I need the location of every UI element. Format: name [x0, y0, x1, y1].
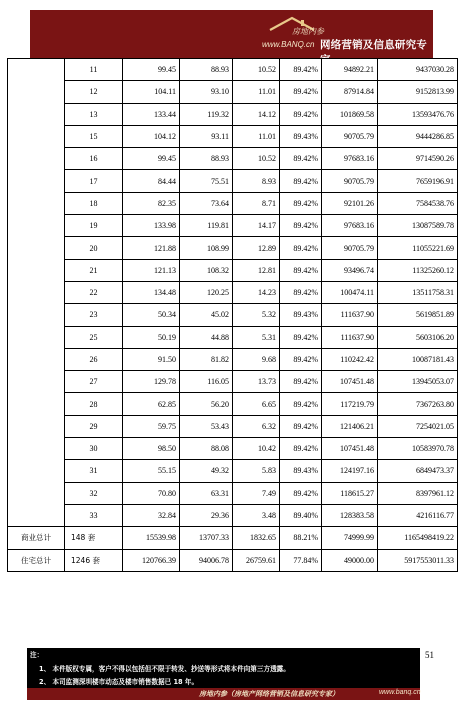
ratio-cell: 89.42% [280, 371, 322, 393]
total-price-cell: 7254021.05 [378, 415, 458, 437]
unit-number-cell: 18 [65, 192, 123, 214]
table-row [8, 482, 458, 504]
unit-price-cell: 107451.48 [322, 438, 378, 460]
summary-label-cell: 商业总计 [8, 527, 65, 549]
note-item: 1、 本件版权专属，客户不得以包括但不限于转发、抄送等形式将本件向第三方透露。 [39, 665, 290, 673]
unit-number-cell: 19 [65, 215, 123, 237]
inner-area-cell: 45.02 [180, 304, 233, 326]
building-area-cell: 133.98 [123, 215, 180, 237]
inner-area-cell: 44.88 [180, 326, 233, 348]
unit-number-cell: 17 [65, 170, 123, 192]
table-row [8, 393, 458, 415]
unit-price-cell: 107451.48 [322, 371, 378, 393]
unit-number-cell: 13 [65, 103, 123, 125]
total-price-cell: 10087181.43 [378, 348, 458, 370]
table-row [8, 438, 458, 460]
building-area-cell: 121.88 [123, 237, 180, 259]
table-row [8, 125, 458, 147]
unit-number-cell: 12 [65, 81, 123, 103]
inner-area-cell: 116.05 [180, 371, 233, 393]
unit-price-cell: 110242.42 [322, 348, 378, 370]
table-body [8, 59, 458, 572]
unit-number-cell: 20 [65, 237, 123, 259]
building-area-cell: 133.44 [123, 103, 180, 125]
inner-area-cell: 88.08 [180, 438, 233, 460]
table-row [8, 326, 458, 348]
ratio-cell: 89.42% [280, 281, 322, 303]
total-price-cell: 13511758.31 [378, 281, 458, 303]
total-price-cell: 9714590.26 [378, 148, 458, 170]
shared-area-cell: 11.01 [233, 81, 280, 103]
ratio-cell: 89.42% [280, 393, 322, 415]
table-row [8, 81, 458, 103]
ratio-cell: 89.42% [280, 326, 322, 348]
table-row [8, 504, 458, 526]
unit-price-cell: 93496.74 [322, 259, 378, 281]
note-item: 2、 本司监测深圳楼市动态及楼市销售数据已 18 年。 [39, 678, 199, 686]
inner-area-cell: 93.10 [180, 81, 233, 103]
total-price-cell: 13087589.78 [378, 215, 458, 237]
unit-number-cell: 27 [65, 371, 123, 393]
total-price-cell: 5619851.89 [378, 304, 458, 326]
unit-price-cell: 121406.21 [322, 415, 378, 437]
unit-price-cell: 92101.26 [322, 192, 378, 214]
building-area-cell: 62.85 [123, 393, 180, 415]
notes-title: 注： [30, 651, 44, 659]
shared-area-cell: 5.32 [233, 304, 280, 326]
unit-number-cell: 26 [65, 348, 123, 370]
building-area-cell: 32.84 [123, 504, 180, 526]
unit-price-cell: 74999.99 [322, 527, 378, 549]
footer-site: www.banq.cn [379, 689, 421, 696]
table-row [8, 348, 458, 370]
unit-count-cell: 148 套 [65, 527, 123, 549]
building-area-cell: 55.15 [123, 460, 180, 482]
inner-area-cell: 63.31 [180, 482, 233, 504]
building-area-cell: 50.34 [123, 304, 180, 326]
total-price-cell: 11055221.69 [378, 237, 458, 259]
header-title: 网络营销及信息研究专家 [320, 39, 427, 66]
building-area-cell: 15539.98 [123, 527, 180, 549]
ratio-cell: 89.42% [280, 81, 322, 103]
building-area-cell: 98.50 [123, 438, 180, 460]
logo-brand: 房地内参 [292, 27, 324, 36]
total-price-cell: 13593476.76 [378, 103, 458, 125]
shared-area-cell: 8.71 [233, 192, 280, 214]
inner-area-cell: 53.43 [180, 415, 233, 437]
ratio-cell: 89.42% [280, 192, 322, 214]
sales-table [7, 58, 458, 572]
total-price-cell: 5917553011.33 [378, 549, 458, 571]
total-price-cell: 9444286.85 [378, 125, 458, 147]
shared-area-cell: 3.48 [233, 504, 280, 526]
header-banner [30, 10, 433, 66]
building-area-cell: 99.45 [123, 59, 180, 81]
unit-price-cell: 87914.84 [322, 81, 378, 103]
unit-number-cell: 29 [65, 415, 123, 437]
table-row [8, 103, 458, 125]
ratio-cell: 89.42% [280, 438, 322, 460]
unit-price-cell: 117219.79 [322, 393, 378, 415]
inner-area-cell: 93.11 [180, 125, 233, 147]
table-row [8, 148, 458, 170]
ratio-cell: 89.42% [280, 170, 322, 192]
inner-area-cell: 88.93 [180, 148, 233, 170]
table-row [8, 259, 458, 281]
inner-area-cell: 13707.33 [180, 527, 233, 549]
shared-area-cell: 8.93 [233, 170, 280, 192]
table-row [8, 371, 458, 393]
inner-area-cell: 108.32 [180, 259, 233, 281]
inner-area-cell: 108.99 [180, 237, 233, 259]
ratio-cell: 88.21% [280, 527, 322, 549]
unit-number-cell: 25 [65, 326, 123, 348]
category-cell [8, 59, 65, 527]
unit-number-cell: 23 [65, 304, 123, 326]
unit-price-cell: 90705.79 [322, 237, 378, 259]
total-price-cell: 1165498419.22 [378, 527, 458, 549]
page-number: 51 [425, 650, 434, 660]
total-price-cell: 10583970.78 [378, 438, 458, 460]
unit-number-cell: 15 [65, 125, 123, 147]
table-row [8, 59, 458, 81]
inner-area-cell: 56.20 [180, 393, 233, 415]
unit-price-cell: 128383.58 [322, 504, 378, 526]
table-row [8, 304, 458, 326]
ratio-cell: 89.42% [280, 415, 322, 437]
table-row [8, 415, 458, 437]
total-price-cell: 9152813.99 [378, 81, 458, 103]
unit-price-cell: 49000.00 [322, 549, 378, 571]
building-area-cell: 59.75 [123, 415, 180, 437]
building-area-cell: 121.13 [123, 259, 180, 281]
building-area-cell: 129.78 [123, 371, 180, 393]
unit-number-cell: 21 [65, 259, 123, 281]
total-price-cell: 6849473.37 [378, 460, 458, 482]
total-price-cell: 11325260.12 [378, 259, 458, 281]
total-price-cell: 5603106.20 [378, 326, 458, 348]
total-price-cell: 4216116.77 [378, 504, 458, 526]
shared-area-cell: 5.31 [233, 326, 280, 348]
inner-area-cell: 120.25 [180, 281, 233, 303]
ratio-cell: 89.43% [280, 125, 322, 147]
building-area-cell: 134.48 [123, 281, 180, 303]
logo-site: www.BANQ.cn [262, 40, 315, 49]
unit-number-cell: 32 [65, 482, 123, 504]
shared-area-cell: 26759.61 [233, 549, 280, 571]
unit-count-cell: 1246 套 [65, 549, 123, 571]
shared-area-cell: 6.32 [233, 415, 280, 437]
ratio-cell: 89.43% [280, 304, 322, 326]
inner-area-cell: 119.81 [180, 215, 233, 237]
unit-price-cell: 124197.16 [322, 460, 378, 482]
ratio-cell: 89.42% [280, 348, 322, 370]
unit-number-cell: 28 [65, 393, 123, 415]
total-price-cell: 7367263.80 [378, 393, 458, 415]
building-area-cell: 84.44 [123, 170, 180, 192]
inner-area-cell: 29.36 [180, 504, 233, 526]
summary-row [8, 527, 458, 549]
inner-area-cell: 81.82 [180, 348, 233, 370]
shared-area-cell: 14.12 [233, 103, 280, 125]
building-area-cell: 99.45 [123, 148, 180, 170]
building-area-cell: 104.12 [123, 125, 180, 147]
inner-area-cell: 94006.78 [180, 549, 233, 571]
ratio-cell: 89.43% [280, 460, 322, 482]
ratio-cell: 89.42% [280, 148, 322, 170]
unit-number-cell: 33 [65, 504, 123, 526]
inner-area-cell: 73.64 [180, 192, 233, 214]
building-area-cell: 50.19 [123, 326, 180, 348]
shared-area-cell: 10.52 [233, 59, 280, 81]
ratio-cell: 89.42% [280, 59, 322, 81]
building-area-cell: 82.35 [123, 192, 180, 214]
ratio-cell: 89.42% [280, 259, 322, 281]
table-row [8, 460, 458, 482]
unit-price-cell: 111637.90 [322, 326, 378, 348]
total-price-cell: 7659196.91 [378, 170, 458, 192]
shared-area-cell: 12.81 [233, 259, 280, 281]
shared-area-cell: 14.23 [233, 281, 280, 303]
summary-row [8, 549, 458, 571]
building-area-cell: 91.50 [123, 348, 180, 370]
inner-area-cell: 75.51 [180, 170, 233, 192]
inner-area-cell: 88.93 [180, 59, 233, 81]
unit-number-cell: 11 [65, 59, 123, 81]
footer-banner [27, 688, 420, 700]
unit-price-cell: 118615.27 [322, 482, 378, 504]
unit-number-cell: 22 [65, 281, 123, 303]
shared-area-cell: 7.49 [233, 482, 280, 504]
ratio-cell: 89.42% [280, 103, 322, 125]
footer-text: 房地内参（房地产网络营销及信息研究专家） [199, 690, 339, 698]
total-price-cell: 7584538.76 [378, 192, 458, 214]
inner-area-cell: 49.32 [180, 460, 233, 482]
unit-price-cell: 90705.79 [322, 125, 378, 147]
notes-box [27, 648, 420, 688]
shared-area-cell: 10.52 [233, 148, 280, 170]
ratio-cell: 89.42% [280, 482, 322, 504]
shared-area-cell: 1832.65 [233, 527, 280, 549]
table-row [8, 192, 458, 214]
unit-price-cell: 100474.11 [322, 281, 378, 303]
building-area-cell: 120766.39 [123, 549, 180, 571]
shared-area-cell: 14.17 [233, 215, 280, 237]
total-price-cell: 8397961.12 [378, 482, 458, 504]
building-area-cell: 104.11 [123, 81, 180, 103]
total-price-cell: 13945053.07 [378, 371, 458, 393]
unit-price-cell: 97683.16 [322, 215, 378, 237]
table-row [8, 281, 458, 303]
ratio-cell: 77.84% [280, 549, 322, 571]
shared-area-cell: 10.42 [233, 438, 280, 460]
shared-area-cell: 6.65 [233, 393, 280, 415]
unit-price-cell: 97683.16 [322, 148, 378, 170]
unit-number-cell: 30 [65, 438, 123, 460]
shared-area-cell: 11.01 [233, 125, 280, 147]
table-row [8, 237, 458, 259]
shared-area-cell: 9.68 [233, 348, 280, 370]
table-row [8, 170, 458, 192]
ratio-cell: 89.40% [280, 504, 322, 526]
unit-price-cell: 90705.79 [322, 170, 378, 192]
summary-label-cell: 住宅总计 [8, 549, 65, 571]
inner-area-cell: 119.32 [180, 103, 233, 125]
shared-area-cell: 12.89 [233, 237, 280, 259]
unit-price-cell: 111637.90 [322, 304, 378, 326]
unit-price-cell: 94892.21 [322, 59, 378, 81]
ratio-cell: 89.42% [280, 215, 322, 237]
shared-area-cell: 5.83 [233, 460, 280, 482]
building-area-cell: 70.80 [123, 482, 180, 504]
table-row [8, 215, 458, 237]
total-price-cell: 9437030.28 [378, 59, 458, 81]
shared-area-cell: 13.73 [233, 371, 280, 393]
unit-number-cell: 16 [65, 148, 123, 170]
ratio-cell: 89.42% [280, 237, 322, 259]
unit-number-cell: 31 [65, 460, 123, 482]
unit-price-cell: 101869.58 [322, 103, 378, 125]
